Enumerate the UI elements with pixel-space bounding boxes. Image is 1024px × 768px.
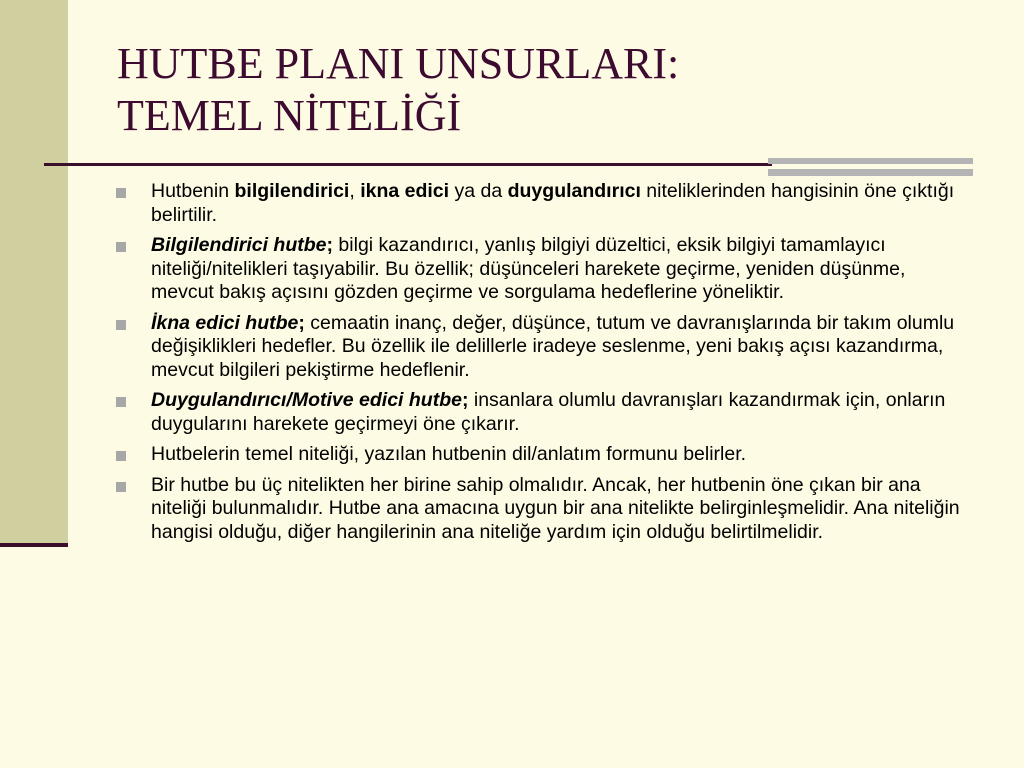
square-bullet-icon [116,242,126,252]
bullet-item-1 [113,180,973,227]
bullet-1-bold-bilgilendirici: bilgilendirici [234,180,350,202]
bullet-3-separator: ; [298,311,305,334]
bullet-4-text: insanlara olumlu davranışları kazandırmak için, onların duygularını harekete geçirmeyi öne çıkarır. [151,389,946,435]
square-bullet-icon [116,451,126,461]
bullet-6-text: Bir hutbe bu üç nitelikten her birine sahip olmalıdır. Ancak, her hutbenin öne çıkan bir ana niteliği bulunmalıdır. Hutbe ana amacına uygun bir ana nitelikte belirginleşmelidir. Ana niteliğin hangisi olduğu, diğer hangilerinin ana niteliğe yardım için olduğu belirtilmelidir. [151,473,960,543]
bullet-2-term: Bilgilendirici hutbe [151,234,327,256]
slide-title-line-1: HUTBE PLANI UNSURLARI: [117,39,680,88]
bullet-item-3 [113,312,973,383]
bullet-1-bold-duygulandirici: duygulandırıcı [507,180,641,202]
square-bullet-icon [116,482,126,492]
bullet-1-bold-ikna-edici: ikna edici [360,180,450,202]
gray-accent-bar-top [768,158,973,164]
bullet-4-separator: ; [461,389,469,411]
square-bullet-icon [116,320,126,330]
bullet-item-4 [113,389,973,436]
bullet-item-2 [113,234,973,305]
bullet-4-term: Duygulandırıcı/Motive edici hutbe [151,389,462,411]
bullet-list [113,180,973,551]
bullet-3-text: cemaatin inanç, değer, düşünce, tutum ve davranışlarında bir takım olumlu değişiklikleri hedefler. Bu özellik ile delillerle iradeye seslenme, yeni bakış açısı kazandırma, mevcut bilgileri pekiştirme hedeflenir. [151,311,955,381]
bullet-1-text-3: ya da [449,180,508,202]
bullet-2-text: bilgi kazandırıcı, yanlış bilgiyi düzeltici, eksik bilgiyi tamamlayıcı niteliği/nitelikleri taşıyabilir. Bu özellik; düşünceleri harekete geçirme, yeniden düşünme, mevcut bakış açısını gözden geçirme ve sorgulama hedeflerine yöneliktir. [151,234,906,303]
bullet-item-6 [113,474,973,545]
gray-accent-bar-bottom [768,169,973,176]
square-bullet-icon [116,188,126,198]
bullet-item-5 [113,443,973,467]
bullet-1-text-1: Hutbenin [151,180,235,202]
bullet-3-term: İkna edici hutbe [151,311,299,334]
bullet-1-text-4: niteliklerinden hangisinin öne çıktığı belirtilir. [151,180,955,226]
square-bullet-icon [116,397,126,407]
slide-title-line-2: TEMEL NİTELİĞİ [117,91,462,140]
bullet-2-separator: ; [326,234,334,256]
slide-title [117,38,977,142]
bullet-1-text-2: , [349,180,361,202]
left-band-rule [0,543,68,547]
title-underline-rule [44,163,772,166]
bullet-5-text: Hutbelerin temel niteliği, yazılan hutbenin dil/anlatım formunu belirler. [151,443,747,465]
left-decorative-band [0,0,68,543]
